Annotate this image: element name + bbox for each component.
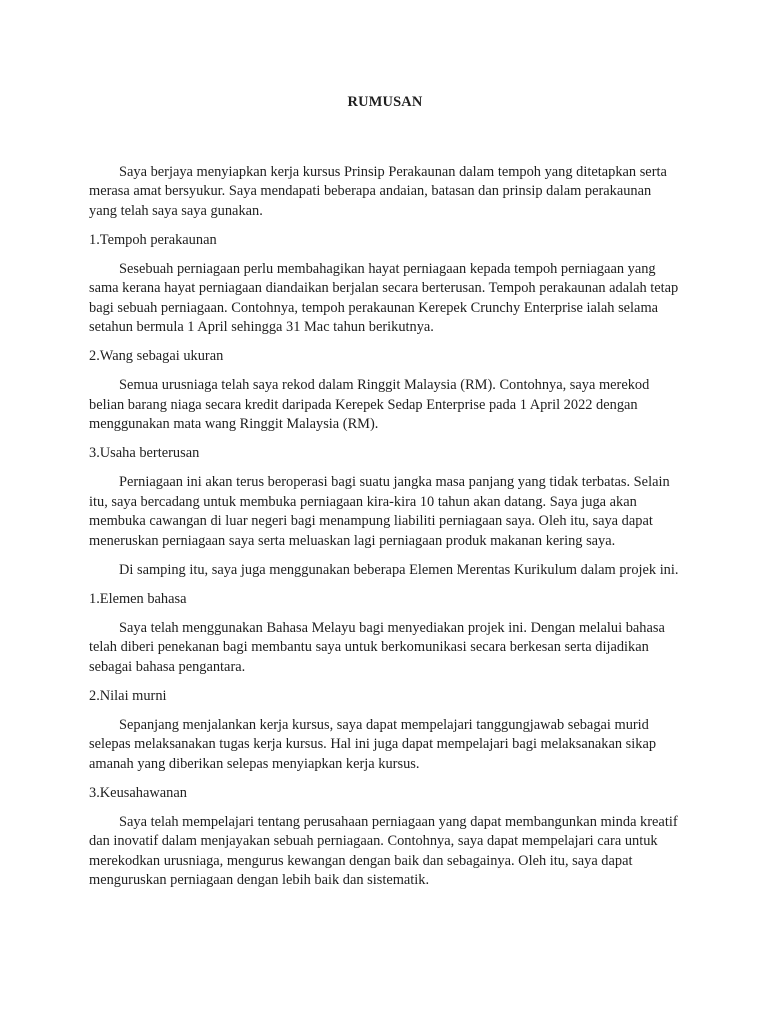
paragraph-nilai-murni: Sepanjang menjalankan kerja kursus, saya dapat mempelajari tanggungjawab sebagai murid selepas melaksanakan tugas kerja kursus. Hal ini juga dapat mempelajari bagi melaksanakan sikap amanah yang diberikan selepas menyiapkan kerja kursus. bbox=[89, 716, 657, 772]
paragraph-wang-sebagai-ukuran: Semua urusniaga telah saya rekod dalam Ringgit Malaysia (RM). Contohnya, saya merekod belian barang niaga secara kredit daripada Kerepek Sedap Enterprise pada 1 April 2022 dengan menggunakan mata wang Ringgit Malaysia (RM). bbox=[89, 377, 650, 432]
heading-usaha-berterusan: 3.Usaha berterusan bbox=[89, 445, 200, 461]
document-title: RUMUSAN bbox=[347, 94, 423, 110]
heading-keusahawanan: 3.Keusahawanan bbox=[89, 784, 187, 801]
heading-tempoh-perakaunan: 1.Tempoh perakaunan bbox=[89, 231, 217, 248]
document-body bbox=[89, 93, 681, 900]
paragraph-intro: Saya berjaya menyiapkan kerja kursus Prinsip Perakaunan dalam tempoh yang ditetapkan serta merasa amat bersyukur. Saya mendapati beberapa andaian, batasan dan prinsip dalam perakaunan yang telah saya saya gunakan. bbox=[89, 163, 667, 219]
paragraph-usaha-berterusan: Perniagaan ini akan terus beroperasi bagi suatu jangka masa panjang yang tidak terbatas. Selain itu, saya bercadang untuk membuka perniagaan kira-kira 10 tahun akan datang. Saya juga akan membuka cawangan di luar negeri bagi menampung liabiliti perniagaan saya. Oleh itu, saya dapat meneruskan perniagaan saya serta meluaskan lagi perniagaan produk makanan kering saya. bbox=[89, 474, 670, 549]
paragraph-tempoh-perakaunan: Sesebuah perniagaan perlu membahagikan hayat perniagaan kepada tempoh perniagaan yang sama kerana hayat perniagaan diandaikan berjalan secara berterusan. Tempoh perakaunan adalah tetap bagi sebuah perniagaan. Contohnya, tempoh perakaunan Kerepek Crunchy Enterprise ialah selama setahun bermula 1 April sehingga 31 Mac tahun berikutnya. bbox=[89, 260, 679, 335]
heading-elemen-bahasa: 1.Elemen bahasa bbox=[89, 590, 187, 607]
paragraph-elemen-merentas-kurikulum: Di samping itu, saya juga menggunakan beberapa Elemen Merentas Kurikulum dalam projek ini. bbox=[119, 561, 679, 578]
paragraph-keusahawanan: Saya telah mempelajari tentang perusahaan perniagaan yang dapat membangunkan minda kreatif dan inovatif dalam menjayakan sebuah perniagaan. Contohnya, saya dapat mempelajari cara untuk merekodkan urusniaga, mengurus kewangan dengan baik dan sebagainya. Oleh itu, saya dapat menguruskan perniagaan dengan lebih baik dan sistematik. bbox=[89, 813, 678, 888]
heading-nilai-murni: 2.Nilai murni bbox=[89, 687, 167, 704]
paragraph-elemen-bahasa: Saya telah menggunakan Bahasa Melayu bagi menyediakan projek ini. Dengan melalui bahasa telah diberi penekanan bagi membantu saya untuk berkomunikasi secara berkesan serta dijadikan sebagai bahasa pengantara. bbox=[89, 619, 665, 675]
heading-wang-sebagai-ukuran: 2.Wang sebagai ukuran bbox=[89, 348, 224, 364]
